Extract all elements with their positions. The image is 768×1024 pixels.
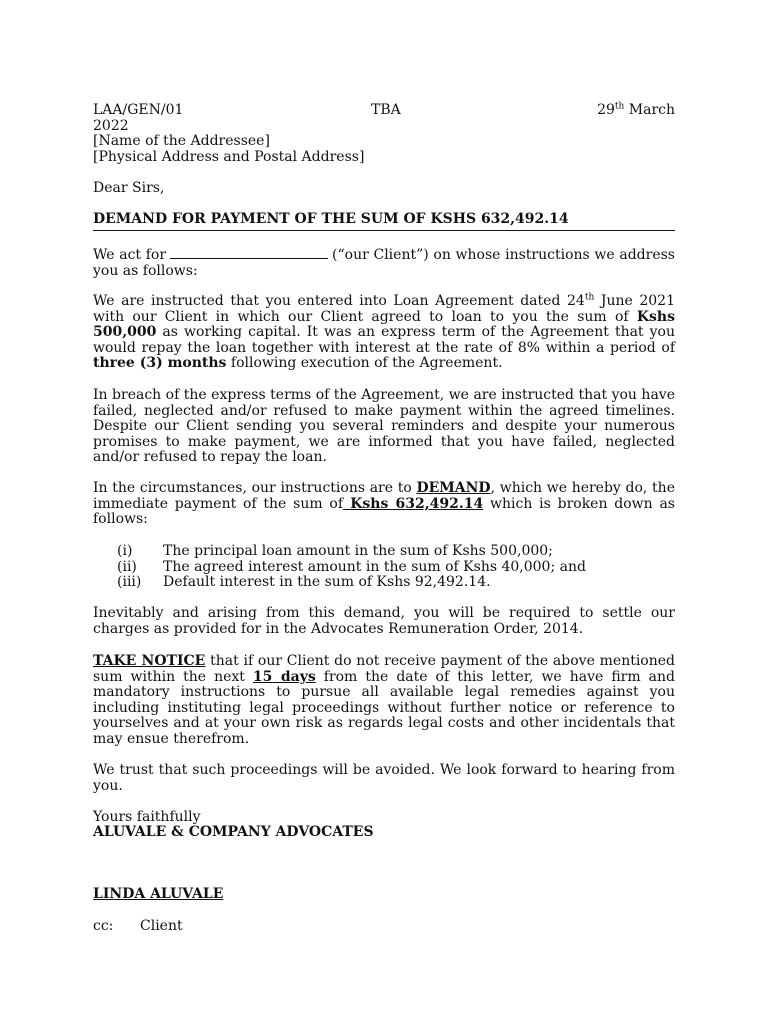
paragraph-closing-remark: We trust that such proceedings will be avoided. We look forward to hearing from you. — [93, 762, 675, 794]
cc-line: cc: Client — [93, 918, 183, 934]
paragraph-demand: In the circumstances, our instructions are to DEMAND, which we hereby do, the immediate payment of the sum of Kshs 632,492.14 which is broken down as follows: — [93, 480, 675, 528]
signatory-name: LINDA ALUVALE — [93, 886, 224, 902]
addressee-name: [Name of the Addressee] — [93, 133, 270, 149]
paragraph-take-notice: TAKE NOTICE that if our Client do not receive payment of the above mentioned sum within the next 15 days from the date of this letter, we have firm and mandatory instructions to pursue all available legal remedies against you including instituting legal proceedings without further notice or reference to yourselves and at your own risk as regards legal costs and other incidentals that may ensue therefrom. — [93, 653, 676, 747]
client-name-blank — [170, 247, 328, 259]
addressee-address: [Physical Address and Postal Address] — [93, 149, 365, 165]
list-item: (i) The principal loan amount in the sum of Kshs 500,000; — [117, 543, 553, 559]
letter-date: 29th March — [597, 101, 675, 118]
list-item: (ii) The agreed interest amount in the sum of Kshs 40,000; and — [117, 558, 586, 575]
paragraph-loan-agreement: We are instructed that you entered into Loan Agreement dated 24th June 2021 with our Client in which our Client agreed to loan to you the sum of Kshs 500,000 as working capital. It was an express term of the Agreement that you would repay the loan together with interest at the rate of 8% within a period of three (3) months following execution of the Agreement. — [93, 292, 675, 372]
paragraph-intro: We act for (“our Client”) on whose instructions we address you as follows: — [93, 247, 675, 279]
salutation: Dear Sirs, — [93, 180, 165, 196]
letter-header — [93, 103, 675, 119]
paragraph-breach: In breach of the express terms of the Agreement, we are instructed that you have failed, neglected and/or refused to make payment within the agreed timelines. Despite our Client sending you several reminders and despite your numerous promises to make payment, we are informed that you have failed, neglected and/or refused to repay the loan. — [93, 387, 675, 466]
tba-label: TBA — [371, 102, 401, 118]
list-item: (iii) Default interest in the sum of Kshs 92,492.14. — [117, 574, 491, 591]
reference-number: LAA/GEN/01 — [93, 102, 184, 118]
firm-name: ALUVALE & COMPANY ADVOCATES — [93, 824, 374, 840]
closing-phrase: Yours faithfully — [93, 809, 201, 825]
paragraph-charges: Inevitably and arising from this demand, you will be required to settle our charges as provided for in the Advocates Remuneration Order, 2014. — [93, 605, 675, 637]
subject-heading: DEMAND FOR PAYMENT OF THE SUM OF KSHS 632,492.14 — [93, 212, 675, 231]
amount-breakdown-list — [117, 544, 586, 591]
letter-date-year: 2022 — [93, 118, 129, 134]
